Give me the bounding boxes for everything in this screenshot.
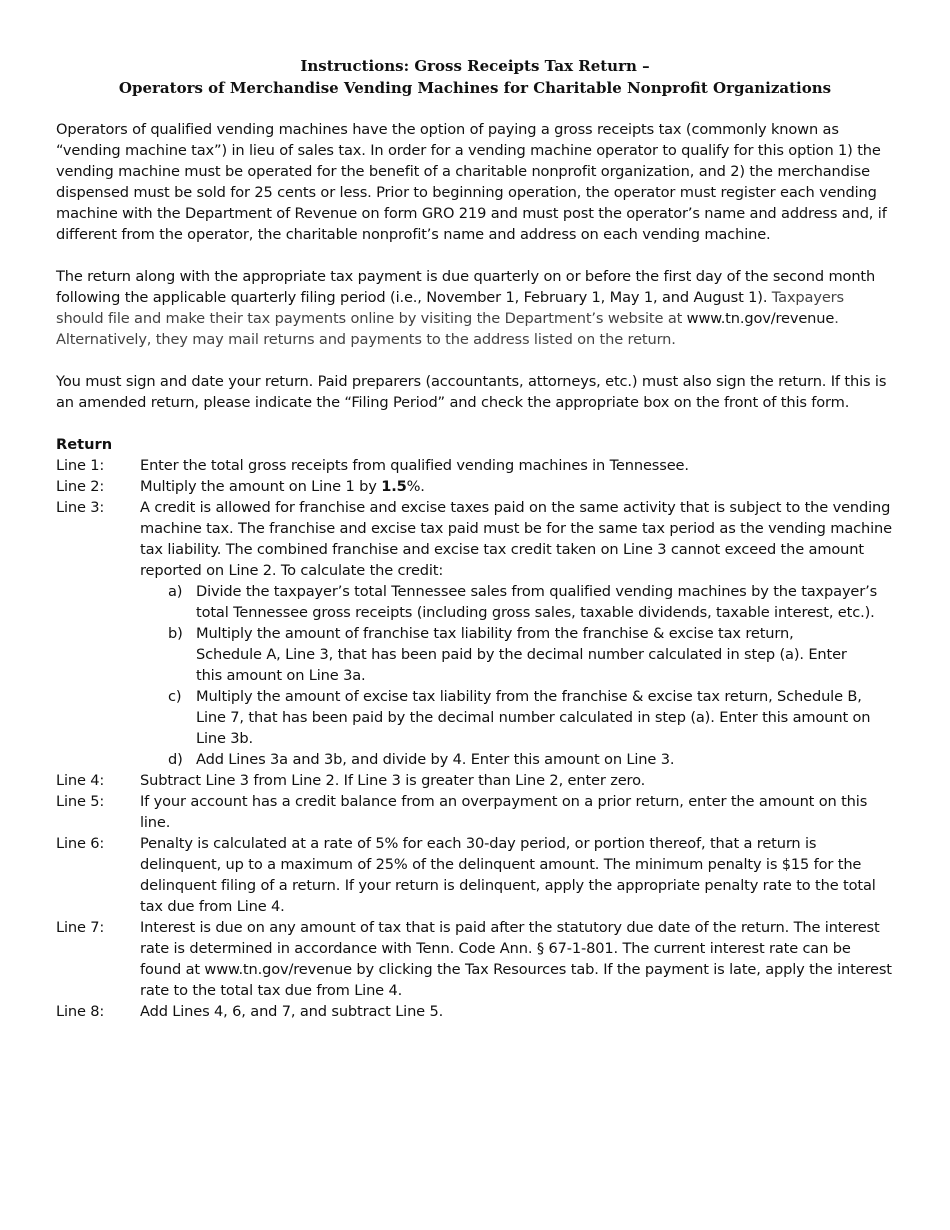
- online-filing-text: Taxpayers should file and make their tax payments online by visiting the Department’s website at: [56, 289, 844, 327]
- mail-alternative-text: . Alternatively, they may mail returns and payments to the address listed on the return.: [56, 310, 839, 348]
- line-2-text-b: %.: [406, 478, 425, 495]
- credit-step-b: [140, 623, 894, 686]
- line-label: Line 8:: [56, 1003, 105, 1020]
- line-label: Line 6:: [56, 835, 105, 852]
- line-instruction: If your account has a credit balance from an overpayment on a prior return, enter the amount on this line.: [140, 793, 868, 831]
- step-b-line-3: this amount on Line 3a.: [196, 667, 366, 684]
- line-label: Line 1:: [56, 457, 105, 474]
- line-instruction: A credit is allowed for franchise and excise taxes paid on the same activity that is subject to the vending machine tax. The franchise and excise tax paid must be for the same tax period as the vending machine tax liability. The combined franchise and excise tax credit taken on Line 3 cannot exceed the amount reported on Line 2. To calculate the credit:: [140, 499, 892, 579]
- step-label: a): [168, 583, 183, 600]
- return-section-heading: Return: [56, 436, 113, 453]
- step-text: Divide the taxpayer’s total Tennessee sales from qualified vending machines by the taxpayer’s total Tennessee gross receipts (including gross sales, taxable dividends, taxable interest, etc.).: [196, 583, 878, 621]
- step-text: Multiply the amount of excise tax liability from the franchise & excise tax return, Schedule B, Line 7, that has been paid by the decimal number calculated in step (a). Enter this amount on Line 3b.: [196, 688, 871, 747]
- return-line-8: [56, 1001, 894, 1022]
- intro-paragraph-due-date: [56, 266, 894, 350]
- return-line-1: [56, 455, 894, 476]
- step-label: b): [168, 625, 183, 642]
- return-line-3: [56, 497, 894, 770]
- return-line-7: [56, 917, 894, 1001]
- line-label: Line 4:: [56, 772, 105, 789]
- revenue-website-link[interactable]: www.tn.gov/revenue: [686, 310, 835, 327]
- line-instruction: Subtract Line 3 from Line 2. If Line 3 is greater than Line 2, enter zero.: [140, 772, 646, 789]
- line-instruction: [140, 476, 894, 497]
- line-instruction: Penalty is calculated at a rate of 5% for each 30-day period, or portion thereof, that a return is delinquent, up to a maximum of 25% of the delinquent amount. The minimum penalty is $15 for the delinquent filing of a return. If your return is delinquent, apply the appropriate penalty rate to the total tax due from Line 4.: [140, 835, 876, 915]
- line-label: Line 7:: [56, 919, 105, 936]
- return-line-2: [56, 476, 894, 497]
- step-label: d): [168, 751, 183, 768]
- page-title: [56, 55, 894, 99]
- line-label: Line 2:: [56, 478, 105, 495]
- credit-step-c: [140, 686, 894, 749]
- title-line-2: Operators of Merchandise Vending Machines for Charitable Nonprofit Organizations: [118, 79, 832, 97]
- step-label: c): [168, 688, 182, 705]
- return-line-4: [56, 770, 894, 791]
- return-line-6: [56, 833, 894, 917]
- title-line-1: Instructions: Gross Receipts Tax Return –: [300, 57, 650, 75]
- line-instruction: Interest is due on any amount of tax that is paid after the statutory due date of the return. The interest rate is determined in accordance with Tenn. Code Ann. § 67-1-801. The current interest rate can be found at www.tn.gov/revenue by clicking the Tax Resources tab. If the payment is late, apply the interest rate to the total tax due from Line 4.: [140, 919, 892, 999]
- line-2-text-a: Multiply the amount on Line 1 by: [140, 478, 382, 495]
- line-instruction: Add Lines 4, 6, and 7, and subtract Line 5.: [140, 1003, 444, 1020]
- due-date-text: The return along with the appropriate tax payment is due quarterly on or before the first day of the second month following the applicable quarterly filing period (i.e., November 1, February 1, May 1, and August 1).: [56, 268, 876, 306]
- tax-rate-value: 1.5: [381, 478, 407, 495]
- intro-paragraph-signature: You must sign and date your return. Paid preparers (accountants, attorneys, etc.) must also sign the return. If this is an amended return, please indicate the “Filing Period” and check the appropriate box on the front of this form.: [56, 373, 887, 411]
- step-b-line-1: Multiply the amount of franchise tax liability from the franchise & excise tax return,: [196, 625, 794, 642]
- instructions-page: [56, 55, 894, 1022]
- step-b-line-2: Schedule A, Line 3, that has been paid by the decimal number calculated in step (a). Enter: [196, 646, 847, 663]
- credit-step-d: [140, 749, 894, 770]
- step-text: [196, 623, 894, 686]
- credit-step-a: [140, 581, 894, 623]
- return-line-5: [56, 791, 894, 833]
- line-label: Line 5:: [56, 793, 105, 810]
- line-label: Line 3:: [56, 499, 105, 516]
- step-text: Add Lines 3a and 3b, and divide by 4. Enter this amount on Line 3.: [196, 751, 675, 768]
- intro-paragraph-qualification: Operators of qualified vending machines have the option of paying a gross receipts tax (commonly known as “vending machine tax”) in lieu of sales tax. In order for a vending machine operator to qualify for this option 1) the vending machine must be operated for the benefit of a charitable nonprofit organization, and 2) the merchandise dispensed must be sold for 25 cents or less. Prior to beginning operation, the operator must register each vending machine with the Department of Revenue on form GRO 219 and must post the operator’s name and address and, if different from the operator, the charitable nonprofit’s name and address on each vending machine.: [56, 121, 887, 243]
- line-instruction: Enter the total gross receipts from qualified vending machines in Tennessee.: [140, 457, 689, 474]
